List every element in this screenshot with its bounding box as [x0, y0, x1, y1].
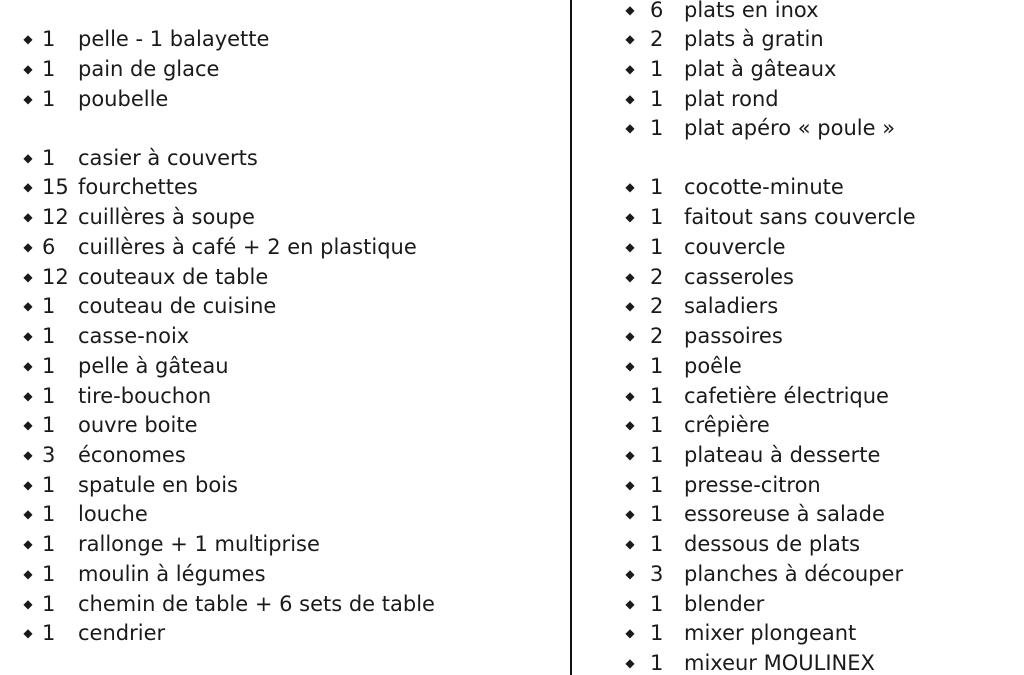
- bullet-icon: ◆: [23, 626, 33, 640]
- item-name: passoires: [684, 324, 783, 348]
- item-quantity: 1: [42, 621, 56, 645]
- item-name: pelle - 1 balayette: [78, 27, 270, 51]
- bullet-icon: ◆: [625, 299, 635, 313]
- item-name: presse-citron: [684, 473, 821, 497]
- item-quantity: 1: [650, 57, 664, 81]
- item-name: louche: [78, 502, 148, 526]
- item-name: casseroles: [684, 265, 794, 289]
- item-quantity: 1: [650, 235, 664, 259]
- item-quantity: 1: [42, 413, 56, 437]
- bullet-icon: ◆: [23, 240, 33, 254]
- item-quantity: 6: [650, 0, 664, 22]
- bullet-icon: ◆: [23, 389, 33, 403]
- item-name: plats à gratin: [684, 27, 824, 51]
- item-name: cafetière électrique: [684, 384, 889, 408]
- bullet-icon: ◆: [625, 32, 635, 46]
- item-quantity: 1: [650, 502, 664, 526]
- item-quantity: 1: [650, 87, 664, 111]
- item-quantity: 1: [650, 621, 664, 645]
- item-quantity: 2: [650, 27, 664, 51]
- item-quantity: 1: [42, 87, 56, 111]
- item-quantity: 1: [650, 116, 664, 140]
- item-name: mixer plongeant: [684, 621, 857, 645]
- bullet-icon: ◆: [625, 210, 635, 224]
- item-quantity: 6: [42, 235, 56, 259]
- bullet-icon: ◆: [625, 3, 635, 17]
- item-name: spatule en bois: [78, 473, 238, 497]
- item-quantity: 15: [42, 175, 69, 199]
- item-name: plat à gâteaux: [684, 57, 837, 81]
- item-quantity: 1: [42, 384, 56, 408]
- item-name: poubelle: [78, 87, 169, 111]
- item-name: couvercle: [684, 235, 786, 259]
- item-quantity: 12: [42, 265, 69, 289]
- item-quantity: 3: [42, 443, 56, 467]
- item-name: cendrier: [78, 621, 166, 645]
- bullet-icon: ◆: [625, 180, 635, 194]
- item-name: plat apéro « poule »: [684, 116, 896, 140]
- item-name: faitout sans couvercle: [684, 205, 916, 229]
- item-quantity: 1: [42, 473, 56, 497]
- bullet-icon: ◆: [23, 507, 33, 521]
- bullet-icon: ◆: [625, 597, 635, 611]
- item-name: saladiers: [684, 294, 779, 318]
- item-name: plats en inox: [684, 0, 819, 22]
- item-quantity: 1: [650, 384, 664, 408]
- bullet-icon: ◆: [23, 359, 33, 373]
- item-quantity: 1: [42, 562, 56, 586]
- item-quantity: 1: [650, 205, 664, 229]
- bullet-icon: ◆: [23, 597, 33, 611]
- item-quantity: 1: [650, 532, 664, 556]
- bullet-icon: ◆: [23, 92, 33, 106]
- item-name: couteaux de table: [78, 265, 269, 289]
- item-quantity: 2: [650, 324, 664, 348]
- item-name: dessous de plats: [684, 532, 861, 556]
- item-name: tire-bouchon: [78, 384, 212, 408]
- item-quantity: 1: [650, 354, 664, 378]
- item-quantity: 2: [650, 265, 664, 289]
- bullet-icon: ◆: [625, 478, 635, 492]
- item-quantity: 1: [650, 473, 664, 497]
- item-name: moulin à légumes: [78, 562, 266, 586]
- item-quantity: 1: [650, 592, 664, 616]
- bullet-icon: ◆: [23, 448, 33, 462]
- bullet-icon: ◆: [625, 448, 635, 462]
- item-quantity: 1: [650, 443, 664, 467]
- bullet-icon: ◆: [625, 359, 635, 373]
- bullet-icon: ◆: [625, 507, 635, 521]
- item-quantity: 1: [42, 324, 56, 348]
- item-quantity: 1: [42, 592, 56, 616]
- item-quantity: 1: [42, 532, 56, 556]
- item-quantity: 12: [42, 205, 69, 229]
- item-name: poêle: [684, 354, 742, 378]
- item-quantity: 3: [650, 562, 664, 586]
- bullet-icon: ◆: [625, 62, 635, 76]
- bullet-icon: ◆: [23, 62, 33, 76]
- item-quantity: 1: [650, 413, 664, 437]
- bullet-icon: ◆: [23, 537, 33, 551]
- item-quantity: 1: [42, 294, 56, 318]
- bullet-icon: ◆: [23, 180, 33, 194]
- item-name: pain de glace: [78, 57, 220, 81]
- bullet-icon: ◆: [625, 121, 635, 135]
- item-quantity: 1: [42, 502, 56, 526]
- bullet-icon: ◆: [625, 418, 635, 432]
- item-quantity: 1: [650, 651, 664, 675]
- item-quantity: 1: [42, 146, 56, 170]
- bullet-icon: ◆: [23, 210, 33, 224]
- item-name: plat rond: [684, 87, 779, 111]
- bullet-icon: ◆: [23, 270, 33, 284]
- item-name: cuillères à café + 2 en plastique: [78, 235, 417, 259]
- bullet-icon: ◆: [625, 389, 635, 403]
- item-name: mixeur MOULINEX: [684, 651, 875, 675]
- item-name: crêpière: [684, 413, 770, 437]
- bullet-icon: ◆: [625, 537, 635, 551]
- item-name: économes: [78, 443, 186, 467]
- item-quantity: 1: [650, 175, 664, 199]
- item-name: cocotte-minute: [684, 175, 844, 199]
- item-name: casse-noix: [78, 324, 190, 348]
- item-name: cuillères à soupe: [78, 205, 255, 229]
- item-name: planches à découper: [684, 562, 904, 586]
- bullet-icon: ◆: [625, 656, 635, 670]
- bullet-icon: ◆: [23, 151, 33, 165]
- bullet-icon: ◆: [625, 270, 635, 284]
- column-divider: [570, 0, 572, 675]
- item-name: plateau à desserte: [684, 443, 881, 467]
- bullet-icon: ◆: [23, 329, 33, 343]
- bullet-icon: ◆: [23, 418, 33, 432]
- item-name: rallonge + 1 multiprise: [78, 532, 320, 556]
- bullet-icon: ◆: [625, 240, 635, 254]
- bullet-icon: ◆: [625, 92, 635, 106]
- bullet-icon: ◆: [625, 329, 635, 343]
- item-name: couteau de cuisine: [78, 294, 277, 318]
- item-quantity: 1: [42, 354, 56, 378]
- bullet-icon: ◆: [23, 478, 33, 492]
- item-name: essoreuse à salade: [684, 502, 885, 526]
- bullet-icon: ◆: [625, 567, 635, 581]
- bullet-icon: ◆: [23, 32, 33, 46]
- item-quantity: 2: [650, 294, 664, 318]
- item-name: chemin de table + 6 sets de table: [78, 592, 435, 616]
- item-name: blender: [684, 592, 765, 616]
- item-quantity: 1: [42, 27, 56, 51]
- item-quantity: 1: [42, 57, 56, 81]
- item-name: pelle à gâteau: [78, 354, 229, 378]
- bullet-icon: ◆: [23, 299, 33, 313]
- item-name: ouvre boite: [78, 413, 198, 437]
- item-name: fourchettes: [78, 175, 198, 199]
- item-name: casier à couverts: [78, 146, 258, 170]
- bullet-icon: ◆: [23, 567, 33, 581]
- bullet-icon: ◆: [625, 626, 635, 640]
